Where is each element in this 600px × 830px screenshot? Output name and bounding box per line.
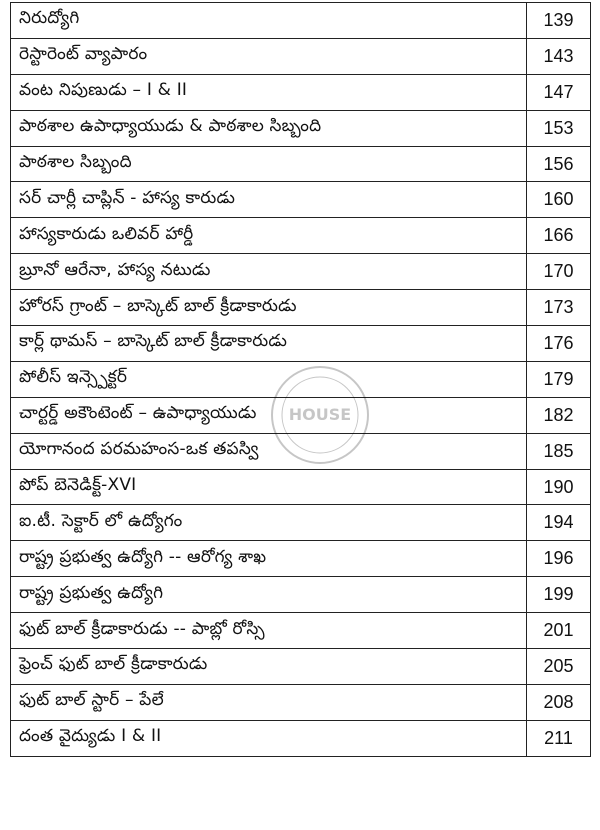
- chapter-title: నిరుద్యోగి: [11, 3, 527, 39]
- watermark-text: HOUSE: [288, 405, 352, 424]
- page-number: 173: [527, 290, 591, 326]
- page-number: 196: [527, 541, 591, 577]
- table-row: [11, 541, 591, 577]
- page-number: 190: [527, 469, 591, 505]
- page-number: 211: [527, 720, 591, 756]
- chapter-title: పోలీస్ ఇన్స్పెక్టర్: [11, 361, 527, 397]
- chapter-title: పోప్ బెనెడిక్ట్-XVI: [11, 469, 527, 505]
- table-row: [11, 684, 591, 720]
- chapter-title: చార్టర్డ్ అకౌంటెంట్ – ఉపాధ్యాయుడు: [11, 397, 527, 433]
- page-number: 185: [527, 433, 591, 469]
- table-row: [11, 469, 591, 505]
- table-of-contents: [10, 2, 591, 757]
- table-row: [11, 505, 591, 541]
- chapter-title: యోగానంద పరమహంస-ఒక తపస్వి: [11, 433, 527, 469]
- chapter-title: ఫుట్ బాల్ స్టార్ – పేలే: [11, 684, 527, 720]
- page-number: 194: [527, 505, 591, 541]
- page-number: 147: [527, 74, 591, 110]
- chapter-title: కార్ల్ థామస్ – బాస్కెట్ బాల్ క్రీడాకారుడు: [11, 326, 527, 362]
- chapter-title: సర్ చార్లీ చాప్లిన్ - హాస్య కారుడు: [11, 182, 527, 218]
- page-number: 156: [527, 146, 591, 182]
- table-row: [11, 146, 591, 182]
- page-number: 143: [527, 38, 591, 74]
- chapter-title: రెస్టారెంట్ వ్యాపారం: [11, 38, 527, 74]
- table-row: [11, 433, 591, 469]
- page-number: 179: [527, 361, 591, 397]
- chapter-title: దంత వైద్యుడు I & II: [11, 720, 527, 756]
- page-number: 160: [527, 182, 591, 218]
- table-row: [11, 74, 591, 110]
- table-row: [11, 182, 591, 218]
- page-number: 176: [527, 326, 591, 362]
- chapter-title: హోరస్ గ్రాంట్ – బాస్కెట్ బాల్ క్రీడాకారుడు: [11, 290, 527, 326]
- table-row: [11, 218, 591, 254]
- table-row: [11, 361, 591, 397]
- page-number: 170: [527, 254, 591, 290]
- chapter-title: బ్రూనో ఆరేనా, హాస్య నటుడు: [11, 254, 527, 290]
- chapter-title: హాస్యకారుడు ఒలివర్ హార్డీ: [11, 218, 527, 254]
- page-number: 208: [527, 684, 591, 720]
- table-row: [11, 613, 591, 649]
- page-number: 139: [527, 3, 591, 39]
- chapter-title: ఫుట్ బాల్ క్రీడాకారుడు -- పాబ్లో రోస్సి: [11, 613, 527, 649]
- chapter-title: రాష్ట్ర ప్రభుత్వ ఉద్యోగి -- ఆరోగ్య శాఖ: [11, 541, 527, 577]
- table-row: [11, 110, 591, 146]
- chapter-title: పాఠశాల సిబ్బంది: [11, 146, 527, 182]
- page-number: 166: [527, 218, 591, 254]
- page-number: 182: [527, 397, 591, 433]
- table-row: [11, 3, 591, 39]
- page-number: 153: [527, 110, 591, 146]
- table-row: [11, 397, 591, 433]
- page-number: 201: [527, 613, 591, 649]
- table-row: [11, 38, 591, 74]
- table-row: [11, 649, 591, 685]
- chapter-title: ఫ్రెంచ్ ఫుట్ బాల్ క్రీడాకారుడు: [11, 649, 527, 685]
- table-row: [11, 326, 591, 362]
- table-row: [11, 290, 591, 326]
- page-number: 199: [527, 577, 591, 613]
- table-row: [11, 577, 591, 613]
- toc-body: [11, 3, 591, 757]
- table-row: [11, 720, 591, 756]
- chapter-title: రాష్ట్ర ప్రభుత్వ ఉద్యోగి: [11, 577, 527, 613]
- chapter-title: వంట నిపుణుడు – I & II: [11, 74, 527, 110]
- chapter-title: పాఠశాల ఉపాధ్యాయుడు & పాఠశాల సిబ్బంది: [11, 110, 527, 146]
- page-number: 205: [527, 649, 591, 685]
- chapter-title: ఐ.టీ. సెక్టార్ లో ఉద్యోగం: [11, 505, 527, 541]
- table-row: [11, 254, 591, 290]
